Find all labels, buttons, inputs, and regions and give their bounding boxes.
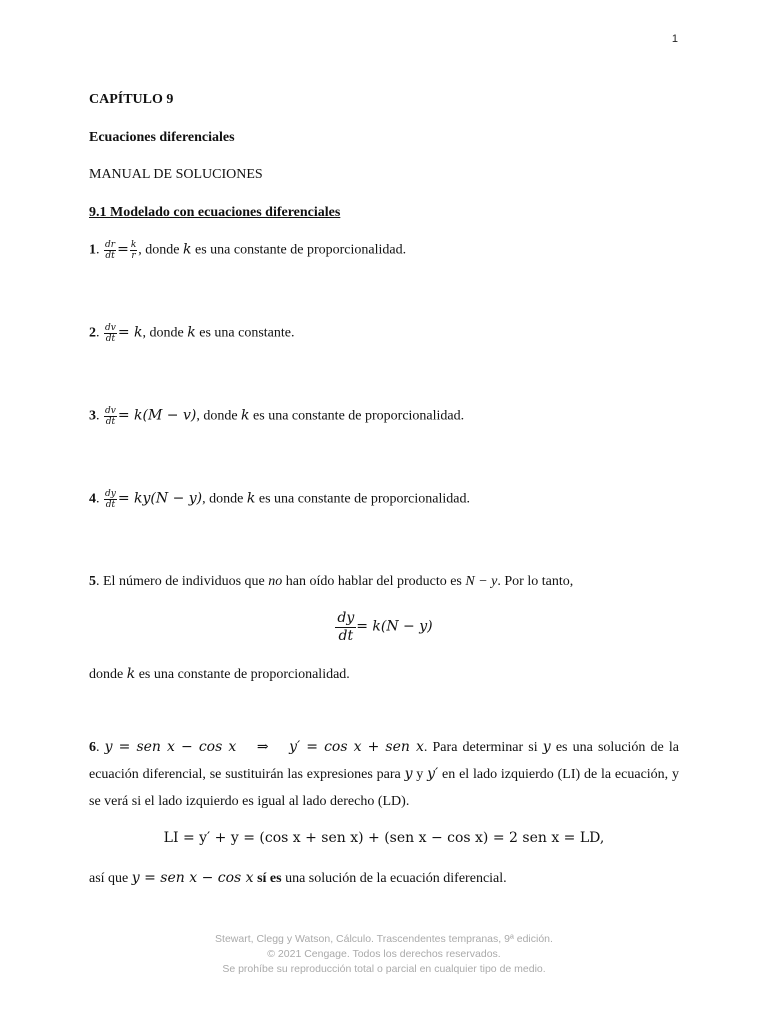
problem-4: 4. $\frac{dy}{dt}$ = ky(N − y), donde k es una constante de proporcionalidad. xyxy=(89,489,470,510)
equals-sign: = xyxy=(117,241,129,258)
problem-text: es una constante de proporcionalidad. xyxy=(191,242,407,258)
variable: y′ xyxy=(427,766,439,782)
rhs-fraction xyxy=(130,240,137,261)
equation-rhs: = k(M − v) xyxy=(117,407,197,424)
fraction-denominator: r xyxy=(131,251,136,261)
problem-text: , donde xyxy=(202,491,247,507)
problem-2: 2. $\frac{dv}{dt}$ = k, donde k es una constante. xyxy=(89,323,295,344)
problem-text: es una solución de la ecuación diferencial, se sustituirán las expresiones para xyxy=(89,740,680,782)
derivative-fraction xyxy=(104,489,117,510)
equation: y = sen x − cos x xyxy=(131,870,254,886)
fraction-denominator: dt xyxy=(105,251,115,261)
problem-1: 1. $\frac{dr}{dt}$ = $\frac{k}{r}$ , donde k es una constante de proporcionalidad. xyxy=(89,240,407,261)
footer-line: Se prohíbe su reproducción total o parcial en cualquier tipo de medio. xyxy=(222,963,546,975)
problem-text: es una constante de proporcionalidad. xyxy=(135,667,350,682)
manual-title: MANUAL DE SOLUCIONES xyxy=(89,167,263,182)
problem-text: en el lado izquierdo (LI) de la ecuación, y se verá si el lado izquierdo es igual al lado derecho (LD). xyxy=(89,767,679,809)
problem-5-after xyxy=(89,666,350,683)
equation-rhs: = ky(N − y) xyxy=(117,490,203,507)
fraction-numerator: dy xyxy=(337,610,355,626)
implies-symbol: ⇒ xyxy=(256,739,269,755)
chapter-title: Ecuaciones diferenciales xyxy=(89,130,235,145)
problem-number: 6 xyxy=(89,740,96,755)
variable: y xyxy=(404,766,413,782)
footer-line: © 2021 Cengage. Todos los derechos reservados. xyxy=(267,948,501,960)
problem-text: . Por lo tanto, xyxy=(497,574,574,589)
problem-text: es una constante de proporcionalidad. xyxy=(249,408,465,424)
variable: k xyxy=(241,407,250,424)
derivative-fraction xyxy=(104,323,117,344)
fraction-denominator: dt xyxy=(105,417,116,427)
problem-number: 5 xyxy=(89,574,96,589)
equation-rhs: = k(N − y) xyxy=(356,618,433,635)
problem-text: así que xyxy=(89,871,132,886)
equation: y′ = cos x + sen x xyxy=(289,739,424,755)
fraction-denominator: dt xyxy=(338,628,354,644)
fraction-denominator: dt xyxy=(105,334,116,344)
chapter-heading: CAPÍTULO 9 xyxy=(89,92,174,107)
variable: k xyxy=(183,241,192,258)
bold-text: sí es xyxy=(253,871,282,886)
problem-3: 3. $\frac{dv}{dt}$ = k(M − v), donde k es una constante de proporcionalidad. xyxy=(89,406,465,427)
fraction-numerator: dv xyxy=(105,323,116,333)
equation: y = sen x − cos x xyxy=(104,739,237,755)
variable: k xyxy=(246,490,256,507)
variable: k xyxy=(126,666,136,682)
problem-text: es una constante. xyxy=(195,325,295,341)
fraction-numerator: dr xyxy=(105,240,116,250)
derivative-fraction xyxy=(335,610,356,645)
problem-number: 1 xyxy=(89,242,96,258)
copyright-footer xyxy=(0,932,768,977)
fraction-numerator: k xyxy=(130,240,137,250)
problem-6: 6. y = sen x − cos x ⇒ y′ = cos x + sen x. Para determinar si y es una solución de la ecuación diferencial, se sustituirán las expresiones para y y y′ en el lado izquierdo (LI) de la ecuación, y se verá si el lado izquierdo es igual al lado derecho (LD). xyxy=(89,739,680,809)
section-heading: 9.1 Modelado con ecuaciones diferenciales xyxy=(89,205,341,220)
problem-text: , donde xyxy=(196,408,242,424)
variable: y xyxy=(542,739,551,755)
problem-number: 2 xyxy=(89,325,96,341)
fraction-numerator: dv xyxy=(105,406,116,416)
problem-6-conclusion xyxy=(89,870,507,887)
emphasis-text: no xyxy=(268,574,283,589)
display-equation-6: LI = y′ + y = (cos x + sen x) + (sen x − cos x) = 2 sen x = LD, xyxy=(163,830,605,846)
equation-rhs: = k xyxy=(117,324,143,341)
expression: N − y xyxy=(465,574,498,589)
problem-5: 5. El número de individuos que no han oído hablar del producto es N − y. Por lo tanto, xyxy=(89,574,574,589)
variable: k xyxy=(187,324,196,341)
problem-text: y xyxy=(412,767,428,782)
fraction-denominator: dt xyxy=(105,500,116,510)
fraction-numerator: dy xyxy=(105,489,116,499)
problem-number: 3 xyxy=(89,408,96,424)
derivative-fraction xyxy=(104,240,116,261)
page-number: 1 xyxy=(671,33,678,45)
problem-text: donde xyxy=(89,667,127,682)
display-equation-5 xyxy=(0,610,768,645)
problem-text: El número de individuos que xyxy=(99,574,269,589)
problem-text: han oído hablar del producto es xyxy=(282,574,466,589)
footer-line: Stewart, Clegg y Watson, Cálculo. Trascendentes tempranas, 9ª edición. xyxy=(215,933,553,945)
problem-number: 4 xyxy=(89,491,96,507)
problem-text: , donde xyxy=(138,242,183,258)
derivative-fraction xyxy=(104,406,117,427)
problem-text: es una constante de proporcionalidad. xyxy=(255,491,470,507)
problem-text: una solución de la ecuación diferencial. xyxy=(281,871,507,886)
problem-text: , donde xyxy=(142,325,188,341)
problem-text: . Para determinar si xyxy=(423,740,543,755)
